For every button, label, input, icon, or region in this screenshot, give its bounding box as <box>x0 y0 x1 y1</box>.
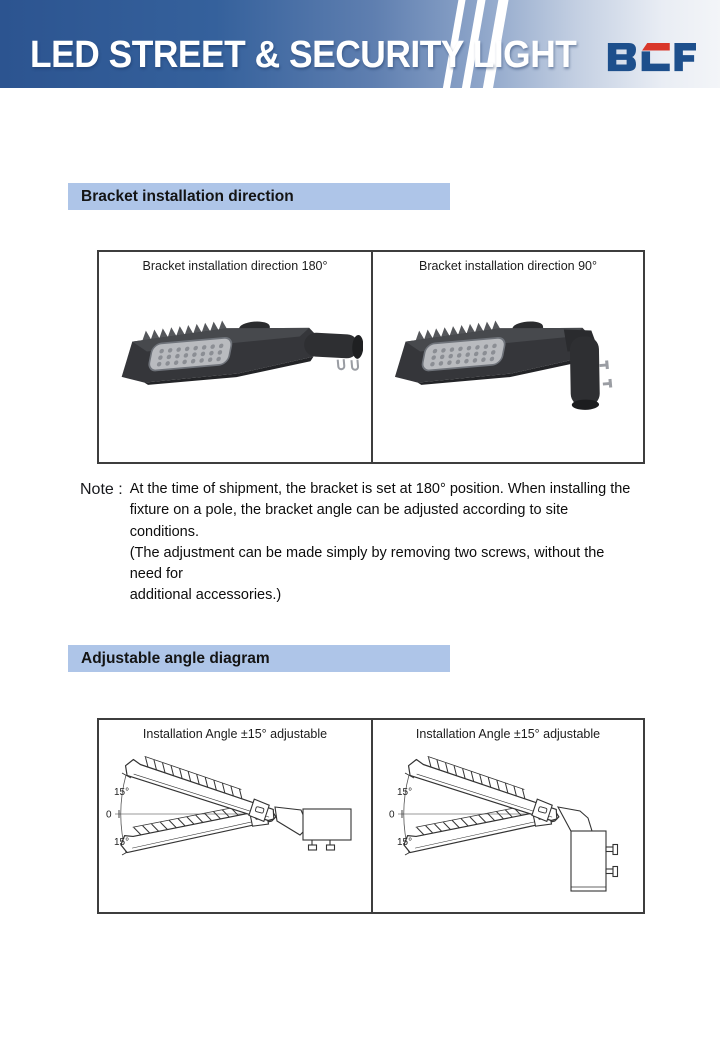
streetlight-180-image <box>107 275 363 445</box>
angle-caption-90: Installation Angle ±15° adjustable <box>415 727 601 741</box>
bracket-screws <box>338 358 359 371</box>
note <box>80 479 640 607</box>
angle-caption-180: Installation Angle ±15° adjustable <box>142 727 328 741</box>
note-line: At the time of shipment, the bracket is set at 180° position. When installing the <box>129 481 631 497</box>
angle-diagram-180-image <box>104 741 366 909</box>
angle-cell-180 <box>99 720 371 912</box>
bracket-figure-box <box>97 250 645 464</box>
figure-caption-90: Bracket installation direction 90° <box>418 259 597 273</box>
note-line: (The adjustment can be made simply by removing two screws, without the need for <box>129 544 605 583</box>
bracket-arm-180 <box>304 332 363 359</box>
logo-letter-f <box>674 43 696 71</box>
note-line: fixture on a pole, the bracket angle can be adjusted according to site conditions. <box>129 502 569 540</box>
angle-diagram-90-image <box>377 741 639 909</box>
note-line: additional accessories.) <box>129 587 282 604</box>
logo-letter-b <box>608 43 636 71</box>
streetlight-90-image <box>380 275 636 445</box>
section-heading-bracket: Bracket installation direction <box>68 183 450 210</box>
section-heading-angle: Adjustable angle diagram <box>68 645 450 672</box>
logo-red-bar <box>642 43 670 51</box>
figure-caption-180: Bracket installation direction 180° <box>142 259 328 273</box>
note-text <box>130 479 640 607</box>
angle-label-down: 15° <box>397 837 413 848</box>
logo-letter-c <box>642 51 670 71</box>
figure-cell-180 <box>99 252 371 462</box>
angle-cell-90 <box>371 720 643 912</box>
tenon-bracket <box>275 807 351 850</box>
angle-label-up: 15° <box>114 787 130 798</box>
angle-label-zero: 0 <box>106 809 112 821</box>
figure-cell-90 <box>371 252 643 462</box>
note-label: Note : <box>80 481 123 498</box>
angle-label-down: 15° <box>114 837 130 848</box>
page-title: LED STREET & SECURITY LIGHT <box>30 34 577 76</box>
header-banner <box>0 0 720 88</box>
bracket-screws <box>599 360 612 388</box>
angle-label-zero: 0 <box>389 809 395 821</box>
angle-figure-box <box>97 718 645 914</box>
angle-label-up: 15° <box>397 787 413 798</box>
pole-bracket <box>558 807 618 891</box>
bracket-arm-90 <box>564 326 614 412</box>
brand-logo-bcf <box>606 38 696 76</box>
